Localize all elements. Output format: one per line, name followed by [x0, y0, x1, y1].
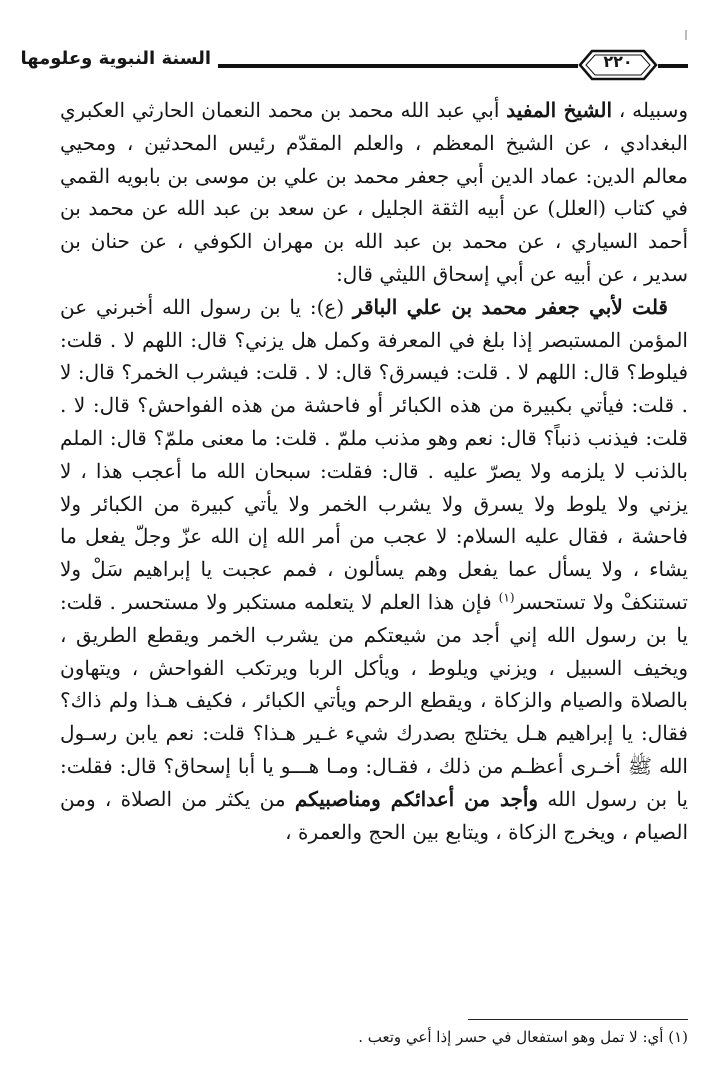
footnote-marker: (١) [498, 590, 515, 605]
text-run: (ع): يا بن رسول الله أخبرني عن المؤمن المستبصر إذا بلغ في المعرفة وكمل هل يزني؟ قال: اللهم لا . قلت: فيلوط؟ قال: اللهم لا . قلت: فيسرق؟ قال: لا . قلت: فيشرب الخمر؟ قال: لا . قلت: فيأتي بكبيرة من هذه الكبائر أو فاحشة من هذه الفواحش؟ قال: لا . قلت: فيذنب ذنباً؟ قال: نعم وهو مذنب ملمّ . قلت: ما معنى ملمّ؟ قال: الملم بالذنب لا يلزمه ولا يصرّ عليه . قال: فقلت: سبحان الله ما أعجب هذا ، لا يزني ولا يلوط ولا يسرق ولا يشرب الخمر ولا يأتي كبيرة من الكبائر ولا فاحشة ، فقال عليه السلام: لا عجب من أمر الله إن الله عزّ وجلّ يفعل ما يشاء ، ولا يسأل عما يفعل وهم يسألون ، فمم عجبت يا إبراهيم سَلْ ولا تستنكفْ ولا تستحسر [60, 294, 688, 614]
hadith-paragraph [60, 291, 688, 849]
isnad-paragraph [60, 94, 688, 291]
text-run: أبي عبد الله محمد بن محمد النعمان الحارثي العكبري البغدادي ، عن الشيخ المعظم ، والعلم المقدّم رئيس المحدثين ، ومحيي معالم الدين: عماد الدين أبي جعفر محمد بن علي بن موسى بن بابويه القمي في كتاب (العلل) عن أبيه الثقة الجليل ، عن سعد بن عبد الله عن محمد بن أحمد السياري ، عن محمد بن عبد الله بن مهران الكوفي ، عن حنان بن سدير ، عن أبيه عن أبي إسحاق الليثي قال: [60, 98, 688, 286]
running-header [20, 44, 688, 84]
footnote-separator [468, 1019, 688, 1020]
text-run: من يكثر من الصلاة ، ومن الصيام ، ويخرج الزكاة ، ويتابع بين الحج والعمرة ، [60, 786, 688, 844]
main-text [60, 94, 688, 848]
emphasis-enemies: وأجد من أعدائكم ومناصبيكم [294, 786, 539, 811]
header-rule-right [658, 64, 688, 68]
footnote: (١) أي: لا تمل وهو استفعال في حسر إذا أعي وتعب . [358, 1028, 688, 1046]
emphasis-abu-jafar: قلت لأبي جعفر محمد بن علي الباقر [352, 294, 668, 319]
page-number: ٢٢٠ [603, 52, 633, 71]
emphasis-sheikh-mufid: الشيخ المفيد [506, 98, 613, 122]
text-run: فإن هذا العلم لا يتعلمه مستكبر ولا مستحسر . قلت: يا بن رسول الله إني أجد من شيعتكم من يشرب الخمر ويقطع الطريق ، ويخيف السبيل ، ويزني ويلوط ، ويأكل الربا ويرتكب الفواحش ، ويتهاون بالصلاة والصيام والزكاة ، ويقطع الرحم ويأتي الكبائر ، فكيف هـذا ولم ذاك؟ فقال: يا إبراهيم هـل يختلج بصدرك شيء غـير هـذا؟ قلت: نعم يابن رسـول الله ﷺ أخـرى أعظـم من ذلك ، فقـال: ومـا هـــو يا أبا إسحاق؟ قال: فقلت: يا بن رسول الله [60, 589, 688, 811]
header-rule-left [218, 64, 578, 68]
running-title: السنة النبوية وعلومها [20, 48, 211, 69]
text-run: وسبيله ، [612, 98, 688, 122]
scan-edge-mark [685, 30, 687, 40]
